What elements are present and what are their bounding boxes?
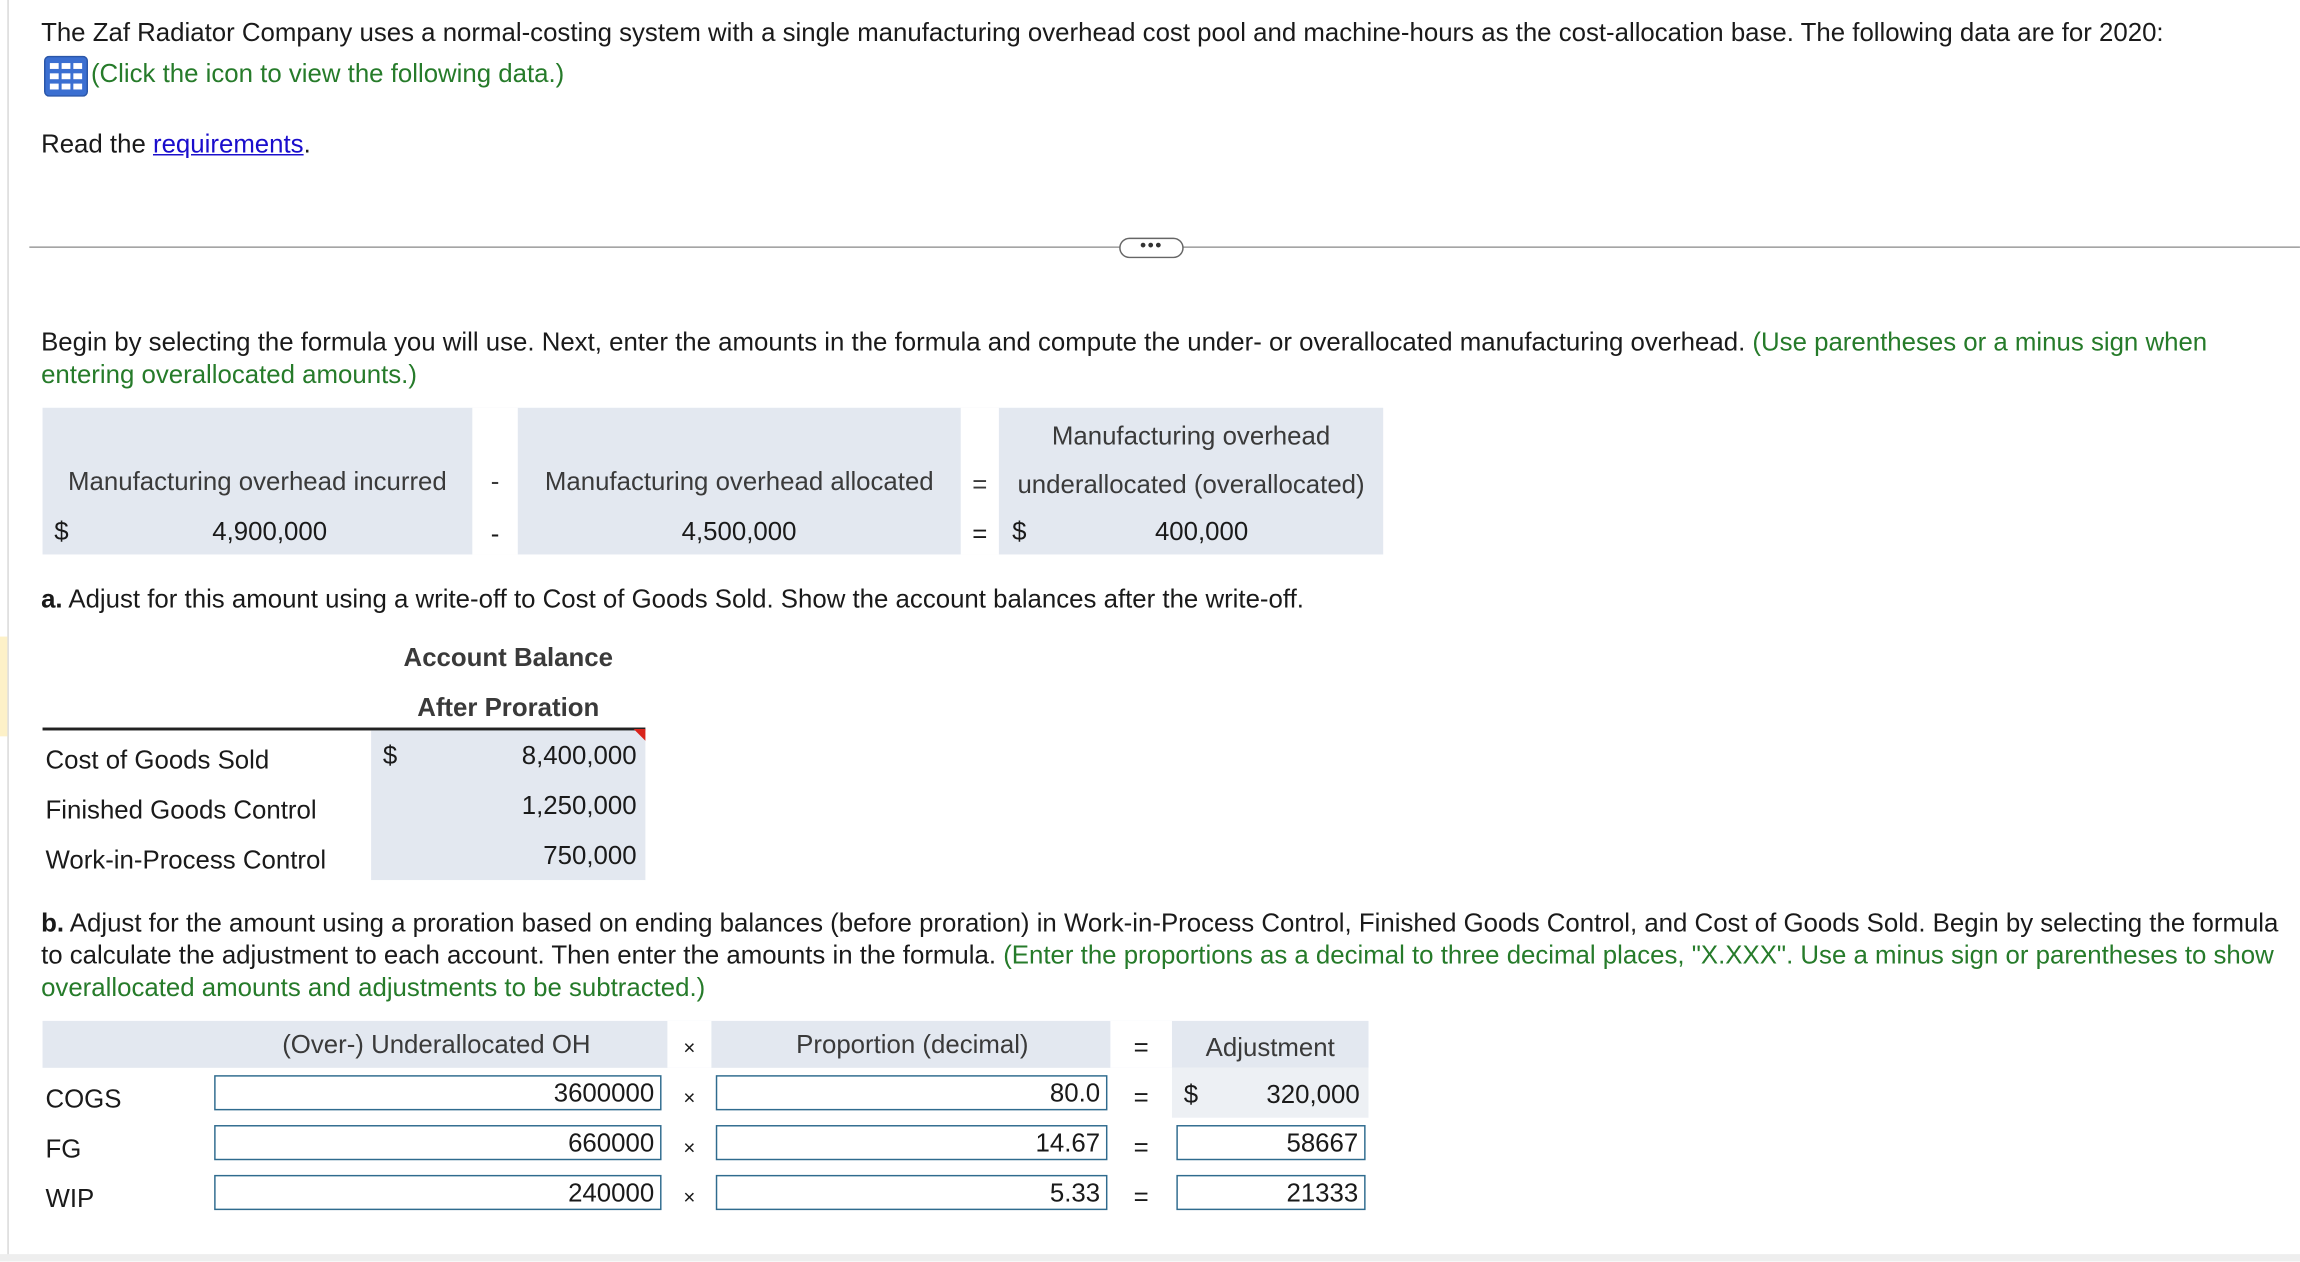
- balance-value-fg[interactable]: 1,250,000: [521, 790, 637, 820]
- equals-operator: =: [972, 519, 988, 549]
- oh-input-cogs[interactable]: 3600000: [214, 1075, 661, 1110]
- times-operator-cogs: ×: [683, 1085, 696, 1109]
- oh-header: (Over-) Underallocated OH: [282, 1029, 591, 1060]
- allocated-value[interactable]: 4,500,000: [681, 516, 797, 546]
- expand-more-button[interactable]: •••: [1119, 238, 1184, 259]
- allocated-header: Manufacturing overhead allocated: [544, 466, 934, 496]
- formula-instruction: [41, 327, 2207, 358]
- part-b-hint-2: overallocated amounts and adjustments to be subtracted.): [41, 972, 706, 1002]
- account-name-wip: Work-in-Process Control: [45, 844, 327, 875]
- left-marker: [0, 637, 7, 737]
- balance-value-cogs[interactable]: 8,400,000: [521, 740, 637, 771]
- account-name-fg: Finished Goods Control: [45, 795, 317, 825]
- bottom-scroll-area: [0, 1254, 2300, 1261]
- balance-header-line1: Account Balance: [403, 642, 613, 672]
- times-operator-header: ×: [683, 1035, 696, 1060]
- result-currency: $: [1012, 516, 1027, 546]
- adjustment-input-wip[interactable]: 21333: [1176, 1175, 1365, 1210]
- part-a-prompt: [41, 584, 1304, 615]
- proportion-input-wip[interactable]: 5.33: [716, 1175, 1108, 1210]
- account-name-cogs: Cost of Goods Sold: [45, 745, 270, 775]
- times-operator-wip: ×: [683, 1185, 696, 1209]
- oh-input-wip[interactable]: 240000: [214, 1175, 661, 1210]
- equals-operator-header-b: =: [1133, 1032, 1149, 1062]
- data-table-icon[interactable]: [44, 56, 88, 97]
- part-b-prompt-line2: [41, 940, 2274, 971]
- equals-operator-header: =: [972, 469, 988, 499]
- part-a-text: Adjust for this amount using a write-off to Cost of Goods Sold. Show the account balances after the write-off.: [68, 583, 1304, 614]
- instruction-hint-1: (Use parentheses or a minus sign when: [1752, 327, 2208, 357]
- left-border: [7, 0, 8, 1261]
- equals-operator-cogs: =: [1133, 1082, 1149, 1112]
- adjustment-currency: $: [1183, 1079, 1199, 1109]
- part-b-hint-1: (Enter the proportions as a decimal to three decimal places, "X.XXX". Use a minus sign or parentheses to show: [1003, 940, 2274, 970]
- adjustment-value-cogs[interactable]: 320,000: [1266, 1079, 1360, 1109]
- balance-header-rule: [43, 728, 646, 730]
- result-value[interactable]: 400,000: [1154, 516, 1249, 546]
- read-prefix: Read the: [41, 129, 146, 159]
- part-a-label: a.: [41, 583, 63, 614]
- balance-currency: $: [382, 740, 398, 771]
- underallocated-header-line2: underallocated (overallocated): [1017, 469, 1365, 499]
- part-b-text-2: to calculate the adjustment to each account. Then enter the amounts in the formula.: [41, 940, 997, 970]
- row-label-wip: WIP: [45, 1183, 95, 1214]
- times-operator-fg: ×: [683, 1135, 696, 1159]
- row-label-fg: FG: [45, 1133, 82, 1164]
- incurred-header: Manufacturing overhead incurred: [68, 466, 447, 496]
- incurred-currency: $: [54, 516, 69, 546]
- proportion-input-cogs[interactable]: 80.0: [716, 1075, 1108, 1110]
- instruction-hint-2: entering overallocated amounts.): [41, 359, 417, 389]
- minus-operator: -: [490, 519, 500, 549]
- minus-operator-header: -: [490, 466, 500, 496]
- row-label-cogs: COGS: [45, 1083, 122, 1114]
- view-data-link[interactable]: (Click the icon to view the following data.): [90, 58, 565, 89]
- part-b-label: b.: [41, 907, 65, 938]
- adjustment-input-fg[interactable]: 58667: [1176, 1125, 1365, 1160]
- read-suffix: .: [303, 129, 311, 159]
- proportion-input-fg[interactable]: 14.67: [716, 1125, 1108, 1160]
- proportion-header: Proportion (decimal): [796, 1029, 1029, 1060]
- equals-operator-fg: =: [1133, 1132, 1149, 1162]
- incurred-value[interactable]: 4,900,000: [212, 516, 328, 546]
- part-b-prompt-line1: [41, 908, 2278, 939]
- underallocated-header-line1: Manufacturing overhead: [1051, 420, 1331, 451]
- balance-value-wip[interactable]: 750,000: [543, 840, 637, 870]
- problem-statement: The Zaf Radiator Company uses a normal-costing system with a single manufacturing overhead cost pool and machine-hours as the cost-allocation base. The following data are for 2020:: [41, 17, 2164, 47]
- incorrect-flag-icon: [634, 729, 646, 741]
- balance-header-line2: After Proration: [417, 692, 600, 722]
- part-b-text-1: Adjust for the amount using a proration based on ending balances (before proration) in Work-in-Process Control, Finished Goods Control, and Cost of Goods Sold. Begin by selecting the formula: [69, 907, 2279, 938]
- read-requirements: [41, 129, 311, 160]
- requirements-link[interactable]: requirements: [152, 129, 304, 159]
- instruction-text: Begin by selecting the formula you will use. Next, enter the amounts in the formula and compute the under- or overallocated manufacturing overhead.: [41, 327, 1746, 357]
- adjustment-header: Adjustment: [1205, 1032, 1335, 1062]
- oh-input-fg[interactable]: 660000: [214, 1125, 661, 1160]
- equals-operator-wip: =: [1133, 1182, 1149, 1212]
